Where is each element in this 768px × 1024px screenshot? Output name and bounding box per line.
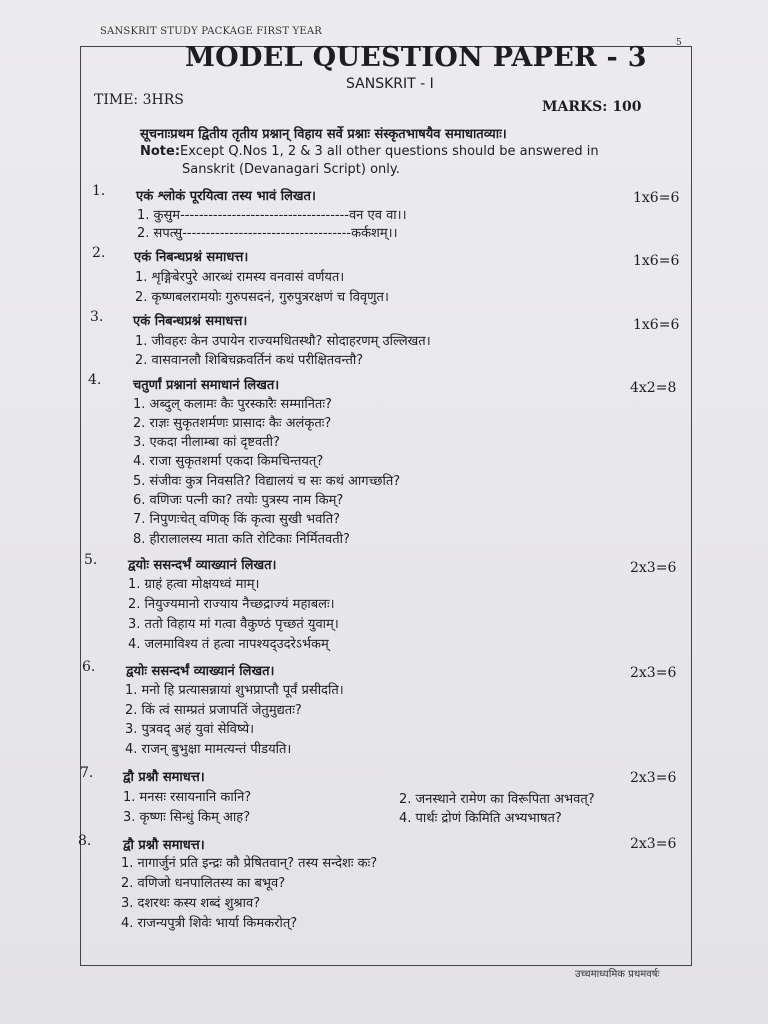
question-number: 7. [80, 765, 94, 781]
instruction-note [140, 144, 599, 159]
question-item: 2. सपत्सु------------------------------------कर्कशम्।। [137, 226, 398, 241]
question-marks: 4x2=8 [630, 380, 677, 396]
question-item: 5. संजीवः कुत्र निवसति? विद्यालयं च सः कथं आगच्छति? [133, 474, 401, 489]
question-heading: एकं श्लोकं पूरयित्वा तस्य भावं लिखत। [136, 189, 316, 204]
note-text: Except Q.Nos 1, 2 & 3 all other questions should be answered in [180, 144, 599, 159]
question-number: 2. [92, 245, 106, 261]
question-item: 6. वणिजः पत्नी का? तयोः पुत्रस्य नाम किम्? [133, 493, 344, 508]
question-item: 4. राजा सुकृतशर्मा एकदा किमचिन्तयत्? [133, 454, 324, 469]
question-item: 4. राजन् बुभुक्षा मामत्यन्तं पीडयति। [125, 742, 292, 757]
question-heading: एकं निबन्धप्रश्नं समाधत्त। [133, 314, 248, 329]
question-heading: द्वौ प्रश्नौ समाधत्त। [123, 770, 205, 785]
question-item: 2. राज्ञः सुकृतशर्मणः प्रासादः कैः अलंकृतः? [133, 416, 332, 431]
paper-subject: SANSKRIT - I [346, 76, 434, 92]
marks-label: MARKS: 100 [542, 99, 642, 115]
page-number: 5 [676, 38, 682, 48]
paper-title: MODEL QUESTION PAPER - 3 [185, 42, 647, 73]
question-heading: एकं निबन्धप्रश्नं समाधत्त। [134, 250, 249, 265]
instruction-sanskrit: सूचनाःप्रथम द्वितीय तृतीय प्रश्नान् विहाय सर्वे प्रश्नाः संस्कृतभाषयैव समाधातव्याः। [140, 127, 507, 142]
question-number: 1. [92, 183, 106, 199]
time-label: TIME: 3HRS [94, 92, 184, 108]
question-item: 1. जीवहरः केन उपायेन राज्यमधितस्थौ? सोदाहरणम् उल्लिखत। [135, 334, 431, 349]
question-item: 3. दशरथः कस्य शब्दं शुश्राव? [121, 896, 261, 911]
question-marks: 1x6=6 [633, 253, 680, 269]
question-item: 7. निपुणःचेत् वणिक् किं कृत्वा सुखी भवति? [133, 512, 341, 527]
question-item: 2. वासवानलौ शिबिचक्रवर्तिनं कथं परीक्षितवन्तौ? [135, 353, 364, 368]
question-marks: 2x3=6 [630, 665, 677, 681]
question-item: 8. हीरालालस्य माता कति रोटिकाः निर्मितवती? [133, 532, 350, 547]
question-item: 2. नियुज्यमानो राज्याय नैच्छद्राज्यं महाबलः। [128, 597, 335, 612]
question-heading: द्वौ प्रश्नौ समाधत्त। [123, 838, 205, 853]
question-item: 1. मनो हि प्रत्यासन्नायां शुभप्राप्तौ पूर्वं प्रसीदति। [125, 683, 344, 698]
package-header: SANSKRIT STUDY PACKAGE FIRST YEAR [100, 26, 323, 37]
note-label: Note: [140, 144, 181, 159]
question-marks: 2x3=6 [630, 770, 677, 786]
question-item: 3. कृष्णः सिन्धुं किम् आह? [123, 810, 251, 825]
question-item: 3. ततो विहाय मां गत्वा वैकुण्ठं पृच्छतं युवाम्। [128, 617, 339, 632]
question-item: 1. ग्राहं हत्वा मोक्षयध्वं माम्। [128, 577, 260, 592]
question-item: 1. नागार्जुनं प्रति इन्द्रः कौ प्रेषितवान्? तस्य सन्देशः कः? [121, 856, 378, 871]
question-number: 8. [78, 833, 92, 849]
question-heading: द्वयोः ससन्दर्भं व्याख्यानं लिखत। [128, 558, 277, 573]
question-item: 1. अब्दुल् कलामः कैः पुरस्कारैः सम्मानितः? [133, 397, 332, 412]
question-item: 4. राजन्यपुत्री शिवेः भार्या किमकरोत्? [121, 916, 298, 931]
footer-label: उच्चमाध्यमिक प्रथमवर्षः [575, 969, 660, 980]
question-marks: 2x3=6 [630, 836, 677, 852]
question-item: 2. किं त्वं साम्प्रतं प्रजापतिं जेतुमुद्यतः? [125, 703, 302, 718]
question-number: 4. [88, 372, 102, 388]
question-heading: चतुर्णां प्रश्नानां समाधानं लिखत। [133, 378, 280, 393]
question-number: 3. [90, 309, 104, 325]
question-item: 2. कृष्णबलरामयोः गुरुपसदनं, गुरुपुत्ररक्षणं च विवृणुत। [135, 290, 389, 305]
question-item: 3. पुत्रवद् अहं युवां सेविष्ये। [125, 722, 255, 737]
question-item: 1. मनसः रसायनानि कानि? [123, 790, 252, 805]
question-item: 1. कुसुम------------------------------------वन एव वा।। [137, 208, 407, 223]
question-number: 6. [82, 659, 96, 675]
question-heading: द्वयोः ससन्दर्भं व्याख्यानं लिखत। [126, 664, 275, 679]
question-number: 5. [84, 552, 98, 568]
question-marks: 1x6=6 [633, 190, 680, 206]
question-item: 2. वणिजो धनपालितस्य का बभूव? [121, 876, 286, 891]
question-marks: 1x6=6 [633, 317, 680, 333]
instruction-note-continued: Sanskrit (Devanagari Script) only. [182, 162, 400, 177]
question-item: 1. शृङ्गिबेरपुरे आरब्धं रामस्य वनवासं वर्णयत। [135, 270, 345, 285]
question-item: 4. जलमाविश्य तं हत्वा नापश्यद्उदरेऽर्भकम् [128, 637, 329, 652]
question-item: 2. जनस्थाने रामेण का विरूपिता अभवत्? [399, 792, 595, 807]
question-marks: 2x3=6 [630, 560, 677, 576]
question-item: 3. एकदा नीलाम्बा कां दृष्टवती? [133, 435, 280, 450]
question-item: 4. पार्थः द्रोणं किमिति अभ्यभाषत? [399, 811, 562, 826]
